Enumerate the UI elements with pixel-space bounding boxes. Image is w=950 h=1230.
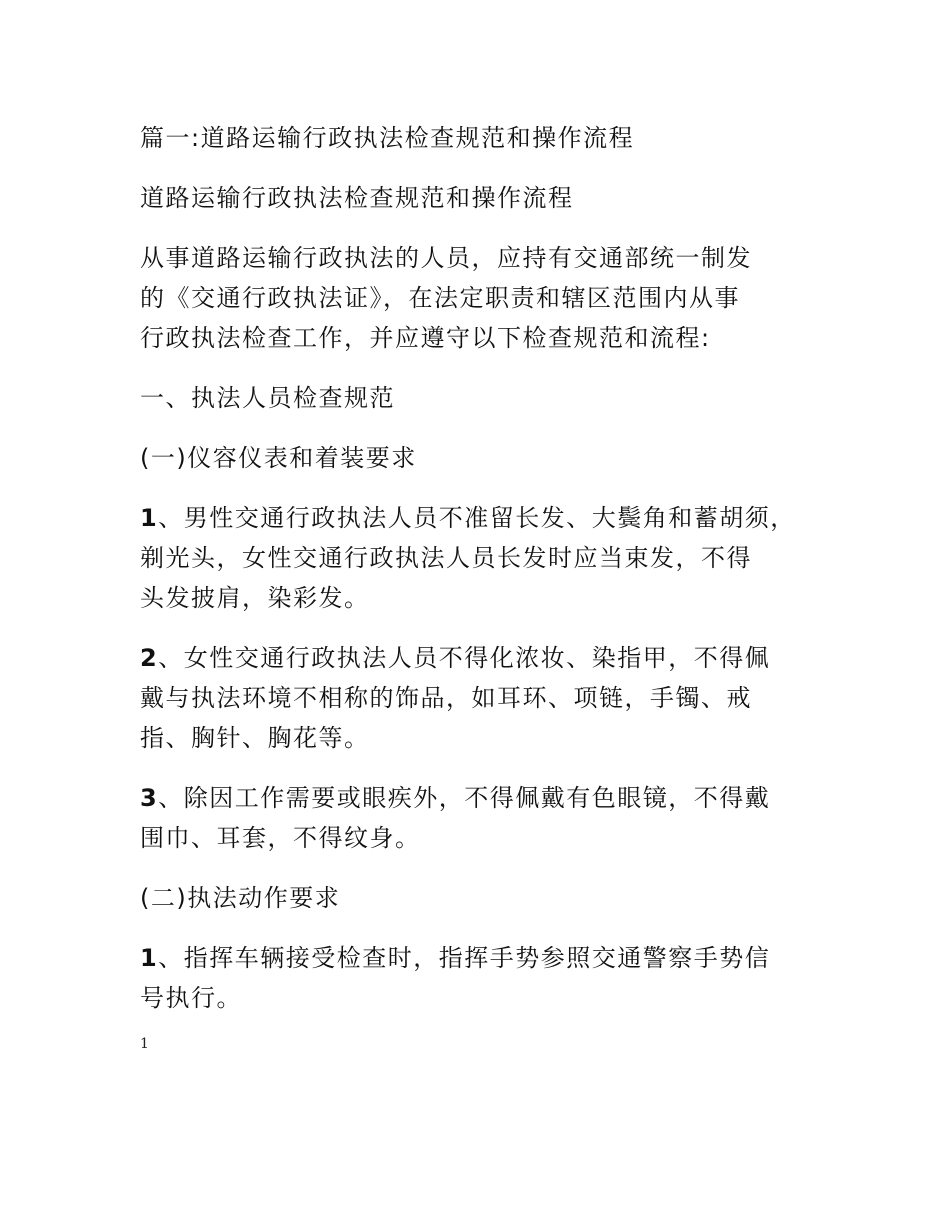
- subsection-heading: [140, 438, 840, 478]
- intro-line: 行政执法检查工作，并应遵守以下检查规范和流程:: [140, 324, 711, 352]
- list-item-number: 1: [140, 504, 159, 532]
- subsection-heading-text: (二)执法动作要求: [140, 884, 341, 912]
- list-item-number: 2: [140, 644, 159, 672]
- section-heading: [140, 378, 840, 418]
- list-item-line: [140, 778, 840, 818]
- intro-line: 从事道路运输行政执法的人员，应持有交通部统一制发: [140, 244, 752, 272]
- list-item-number: 1: [140, 944, 159, 972]
- list-item-line: 戴与执法环境不相称的饰品，如耳环、项链，手镯、戒: [140, 684, 752, 712]
- list-item-line: 指、胸针、胸花等。: [140, 724, 370, 752]
- list-item-line: [140, 938, 840, 978]
- list-item-line: 头发披肩，染彩发。: [140, 584, 370, 612]
- list-item-text: 、指挥车辆接受检查时，指挥手势参照交通警察手势信: [158, 944, 771, 972]
- intro-line: 的《交通行政执法证》，在法定职责和辖区范围内从事: [140, 284, 740, 312]
- document-subtitle: [140, 178, 840, 218]
- list-item: [140, 498, 840, 618]
- section-heading-text: 一、执法人员检查规范: [140, 384, 395, 412]
- subsection-heading: [140, 878, 840, 918]
- list-item-line: 号执行。: [140, 984, 242, 1012]
- list-item: [140, 938, 840, 1018]
- title-text: 篇一:道路运输行政执法检查规范和操作流程: [140, 124, 635, 152]
- intro-paragraph: [140, 238, 840, 358]
- subsection-heading-text: (一)仪容仪表和着装要求: [140, 444, 417, 472]
- document-title: [140, 118, 840, 158]
- list-item-text: 、女性交通行政执法人员不得化浓妆、染指甲，不得佩: [158, 644, 771, 672]
- page-number: 1: [140, 1036, 149, 1052]
- list-item: [140, 638, 840, 758]
- subtitle-text: 道路运输行政执法检查规范和操作流程: [140, 184, 574, 212]
- list-item: [140, 778, 840, 858]
- list-item-line: 围巾、耳套，不得纹身。: [140, 824, 421, 852]
- list-item-text: 、男性交通行政执法人员不准留长发、大鬓角和蓄胡须，: [158, 504, 796, 532]
- list-item-line: [140, 498, 840, 538]
- list-item-number: 3: [140, 784, 159, 812]
- list-item-line: 剃光头，女性交通行政执法人员长发时应当束发，不得: [140, 544, 752, 572]
- document-body: [140, 118, 840, 1038]
- list-item-line: [140, 638, 840, 678]
- list-item-text: 、除因工作需要或眼疾外，不得佩戴有色眼镜，不得戴: [158, 784, 771, 812]
